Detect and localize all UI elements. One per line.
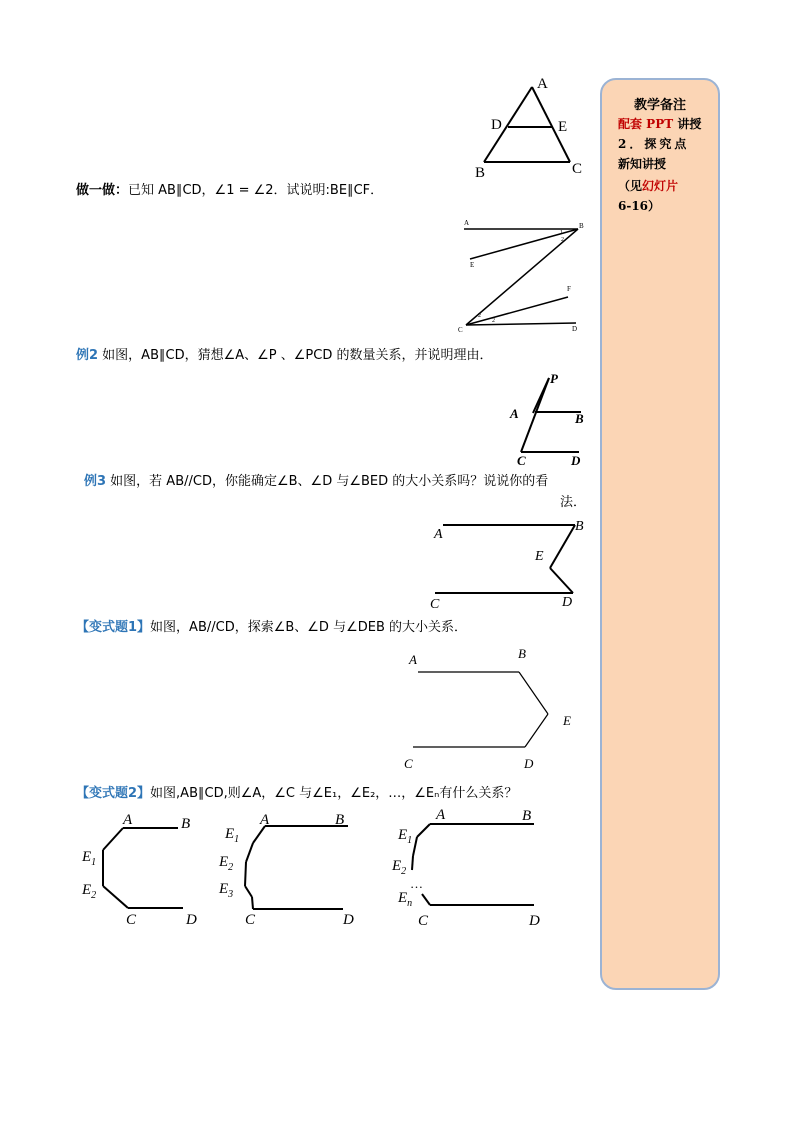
z-label-2b: 2 [478,313,481,319]
ex2-label-a: A [510,406,519,421]
sidebar-ppt-link: 配套 PPT [618,117,678,131]
v1-label-d: D [524,756,534,771]
v2b-label-d: D [343,912,354,928]
v2b-label-e2: $E_2$ [219,854,234,873]
variant2-label: 【变式题2】 [76,786,151,801]
z-label-1: 1 [560,230,563,236]
v1-label-e: E [563,713,571,728]
v1-label-c: C [404,756,413,771]
v2c-label-e2: $E_2$ [392,858,407,877]
ex2-label-b: B [575,411,584,426]
v1-label-b: B [518,646,526,661]
example3-line [84,473,548,491]
variant2-figure-b [215,806,365,931]
sidebar-title: 教学备注 [633,98,686,113]
example3-text: 如图，若 AB//CD，你能确定∠B、∠D 与∠BED 的大小关系吗？说说你的看 [106,474,549,489]
tri-label-b: B [475,165,486,181]
ex3-label-c: C [430,597,440,612]
ex3-label-e: E [535,549,544,564]
v2b-label-a: A [260,812,270,828]
z-label-2a: 2 [561,237,564,243]
variant2-line [76,785,517,803]
variant2-figure-c [392,804,557,929]
v2a-label-e1: $E_1$ [82,849,97,868]
sidebar-line-3: 新知讲授 [618,157,667,171]
sidebar-slides-link: 幻灯片 [642,179,679,193]
v2a-label-c: C [126,912,137,928]
z-label-a: A [464,219,470,227]
tri-label-c: C [572,161,583,177]
v2b-label-c: C [245,912,256,928]
z-label-c: C [458,326,463,334]
sidebar-line-2: 2．探究点 [618,137,690,151]
v2c-label-c: C [418,913,429,929]
ex2-label-p: P [550,371,558,386]
variant1-line [76,619,467,637]
example2-figure [505,368,590,468]
ex2-label-d: D [571,453,581,468]
v1-label-a: A [409,652,417,667]
v2a-label-d: D [186,912,197,928]
sidebar-line-4-prefix: （见 [618,179,643,193]
ex3-label-a: A [434,527,443,542]
v2c-dots: … [410,876,423,891]
variant1-text: 如图，AB//CD，探索∠B、∠D 与∠DEB 的大小关系． [150,620,468,635]
example3-figure [425,512,590,612]
v2b-label-e1: $E_1$ [225,826,240,845]
tri-label-e: E [558,119,568,135]
z-label-e: E [470,261,475,269]
ex2-label-c: C [517,453,526,468]
v2c-label-a: A [436,807,446,823]
v2a-label-a: A [123,812,133,828]
example2-line [76,347,492,365]
zuoyizuo-label: 做一做： [76,183,129,198]
variant1-figure [400,642,580,774]
v2c-label-b: B [522,808,532,824]
v2c-label-en: $E_n$ [398,890,413,909]
z-label-2c: 2 [492,318,495,324]
variant1-label: 【变式题1】 [76,620,151,635]
v2a-label-e2: $E_2$ [82,882,97,901]
example2-text: 如图，AB∥CD，猜想∠A、∠P 、∠PCD 的数量关系，并说明理由． [98,348,493,363]
tri-label-d: D [491,117,502,133]
sidebar-line-1 [618,114,701,134]
sidebar-line-1-tail: 讲授 [677,117,702,131]
z-label-d: D [572,325,578,333]
v2a-label-b: B [181,816,191,832]
example3-label: 例3 [84,474,107,489]
tri-label-a: A [537,76,548,92]
z-label-b: B [579,222,584,230]
zuoyizuo-line [76,182,383,200]
variant2-text: 如图,AB∥CD,则∠A，∠C 与∠E₁，∠E₂，…，∠Eₙ有什么关系？ [150,786,518,801]
v2c-label-e1: $E_1$ [398,827,413,846]
sidebar-line-4 [618,176,678,196]
teaching-notes-sidebar [600,78,720,990]
example3-line2: 法． [560,495,587,510]
v2c-label-d: D [529,913,540,929]
zuoyizuo-text: 已知 AB∥CD，∠1 = ∠2．试说明:BE∥CF． [128,183,384,198]
variant2-figure-a [78,806,208,931]
v2b-label-e3: $E_3$ [219,881,234,900]
z-figure [458,212,588,337]
ex3-label-d: D [562,595,573,610]
z-label-f: F [567,285,571,293]
sidebar-line-5: 6-16） [618,199,661,213]
v2b-label-b: B [335,812,345,828]
triangle-figure [470,72,590,180]
example2-label: 例2 [76,348,99,363]
ex3-label-b: B [575,519,584,534]
